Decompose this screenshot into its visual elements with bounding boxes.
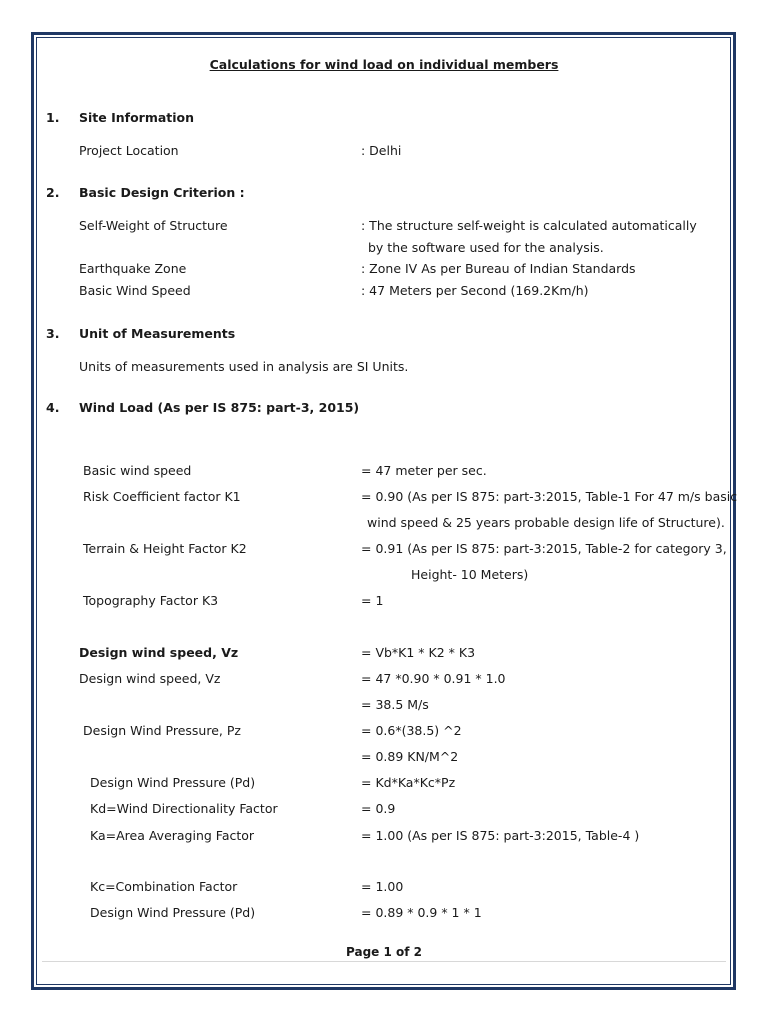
k3-value: = 1: [361, 593, 384, 608]
self-weight-value: : The structure self-weight is calculated automatically: [361, 218, 697, 233]
page-number: Page 1 of 2: [346, 945, 422, 959]
self-weight-value-cont: by the software used for the analysis.: [368, 240, 604, 255]
section-3-heading: Unit of Measurements: [79, 326, 236, 341]
kd-label: Kd=Wind Directionality Factor: [90, 801, 278, 816]
units-text: Units of measurements used in analysis are SI Units.: [79, 359, 409, 374]
basic-wind-speed-calc-label: Basic wind speed: [83, 463, 192, 478]
project-location-value: : Delhi: [361, 143, 402, 158]
design-wind-speed-result: = 38.5 M/s: [361, 697, 429, 712]
design-wind-pressure-pz-result: = 0.89 KN/M^2: [361, 749, 459, 764]
design-wind-speed-heading: Design wind speed, Vz: [79, 645, 239, 660]
ka-value: = 1.00 (As per IS 875: part-3:2015, Table-4 ): [361, 828, 640, 843]
section-4-number: 4.: [46, 400, 60, 415]
design-wind-speed-formula: = Vb*K1 * K2 * K3: [361, 645, 476, 660]
k2-label: Terrain & Height Factor K2: [83, 541, 247, 556]
k2-value: = 0.91 (As per IS 875: part-3:2015, Table-2 for category 3,: [361, 541, 727, 556]
basic-wind-speed-calc-value: = 47 meter per sec.: [361, 463, 487, 478]
self-weight-label: Self-Weight of Structure: [79, 218, 228, 233]
k2-value-cont: Height- 10 Meters): [411, 567, 529, 582]
section-4-heading: Wind Load (As per IS 875: part-3, 2015): [79, 400, 360, 415]
section-2-heading: Basic Design Criterion :: [79, 185, 245, 200]
design-wind-pressure-pd2-value: = 0.89 * 0.9 * 1 * 1: [361, 905, 482, 920]
ka-label: Ka=Area Averaging Factor: [90, 828, 255, 843]
design-wind-pressure-pd-formula: = Kd*Ka*Kc*Pz: [361, 775, 456, 790]
design-wind-pressure-pd2-label: Design Wind Pressure (Pd): [90, 905, 256, 920]
earthquake-zone-label: Earthquake Zone: [79, 261, 187, 276]
section-2-number: 2.: [46, 185, 60, 200]
kd-value: = 0.9: [361, 801, 396, 816]
section-3-number: 3.: [46, 326, 60, 341]
section-1-heading: Site Information: [79, 110, 195, 125]
k3-label: Topography Factor K3: [83, 593, 219, 608]
kc-label: Kc=Combination Factor: [90, 879, 238, 894]
design-wind-speed-subst: = 47 *0.90 * 0.91 * 1.0: [361, 671, 506, 686]
k1-value: = 0.90 (As per IS 875: part-3:2015, Table-1 For 47 m/s basic: [361, 489, 738, 504]
design-wind-speed-label: Design wind speed, Vz: [79, 671, 221, 686]
project-location-label: Project Location: [79, 143, 179, 158]
k1-label: Risk Coefficient factor K1: [83, 489, 241, 504]
design-wind-pressure-pz-label: Design Wind Pressure, Pz: [83, 723, 241, 738]
basic-wind-speed-value: : 47 Meters per Second (169.2Km/h): [361, 283, 589, 298]
page-border: [31, 32, 736, 990]
earthquake-zone-value: : Zone IV As per Bureau of Indian Standards: [361, 261, 636, 276]
k1-value-cont: wind speed & 25 years probable design life of Structure).: [367, 515, 725, 530]
footer-rule: [42, 961, 726, 962]
basic-wind-speed-label: Basic Wind Speed: [79, 283, 191, 298]
document-title: Calculations for wind load on individual members: [209, 57, 559, 72]
design-wind-pressure-pd-label: Design Wind Pressure (Pd): [90, 775, 256, 790]
kc-value: = 1.00: [361, 879, 404, 894]
design-wind-pressure-pz-formula: = 0.6*(38.5) ^2: [361, 723, 462, 738]
section-1-number: 1.: [46, 110, 60, 125]
